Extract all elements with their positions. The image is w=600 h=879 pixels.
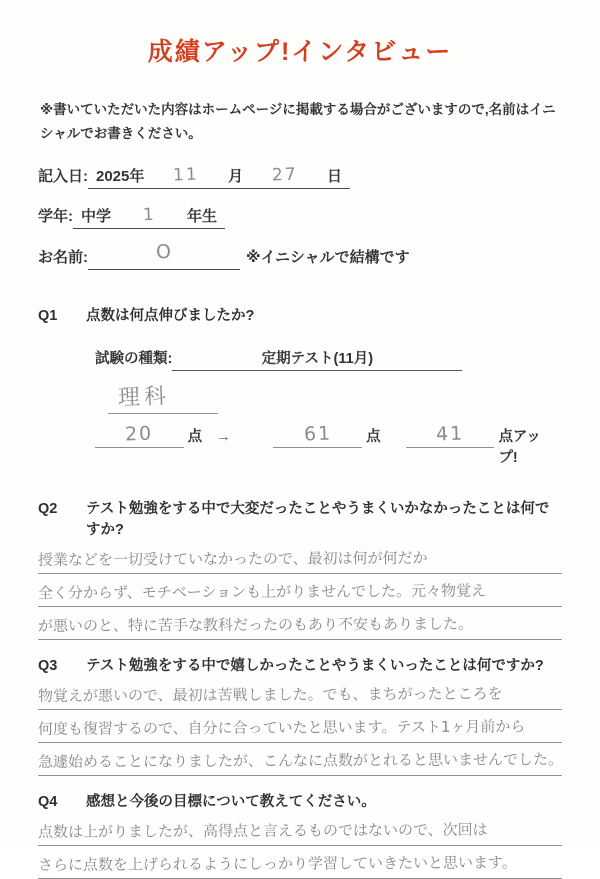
q2-answer-handwritten: が悪いのと、特に苦手な教科だったのもあり不安もありました。 <box>37 614 473 635</box>
grade-label: 学年: <box>38 207 73 225</box>
q4-question: 感想と今後の目標について教えてください。 <box>86 793 376 810</box>
q4-answer-handwritten: 点数は上がりましたが、高得点と言えるものではないので、次回は <box>37 820 488 841</box>
grade-suffix: 年生 <box>186 207 217 225</box>
date-row <box>38 165 562 189</box>
grade-field <box>73 205 225 229</box>
name-row <box>38 240 562 270</box>
answer-line <box>38 541 562 574</box>
grade-prefix: 中学 <box>81 207 112 225</box>
q3-answer-handwritten: 何度も復習するので、自分に合っていたと思います。テスト1ヶ月前から <box>37 717 526 738</box>
name-label: お名前: <box>38 248 88 266</box>
grade-handwritten: 1 <box>142 204 156 225</box>
score-diff-unit: 点アップ! <box>498 428 541 466</box>
q2-question: テスト勉強をする中で大変だったことやうまくいかなかったことは何ですか? <box>86 500 550 538</box>
test-type-value: 定期テスト(11月) <box>261 350 374 367</box>
subject-field <box>108 381 218 414</box>
q4-header <box>38 790 562 811</box>
q4-answer-handwritten: さらに点数を上げられるようにしっかり学習していきたいと思います。 <box>37 853 517 874</box>
date-month-handwritten: 11 <box>173 164 200 186</box>
q2-header <box>38 497 562 539</box>
name-handwritten: O <box>154 240 174 264</box>
answer-line <box>38 743 562 776</box>
grade-row <box>38 205 562 229</box>
answer-line <box>38 710 562 743</box>
score-after-handwritten: 61 <box>303 422 333 446</box>
answer-line <box>38 607 562 640</box>
score-before-field <box>95 424 184 448</box>
date-field <box>88 165 350 189</box>
score-row <box>95 424 562 467</box>
q3-answer-area <box>38 677 562 776</box>
q3-question: テスト勉強をする中で嬉しかったことやうまくいったことは何ですか? <box>86 657 544 674</box>
score-before-unit: 点 <box>187 428 203 445</box>
date-year: 2025年 <box>96 167 145 185</box>
name-field <box>88 240 240 270</box>
answer-line <box>38 846 562 879</box>
answer-line <box>38 574 562 607</box>
page-title: 成績アップ!インタビュー <box>147 38 453 66</box>
answer-line <box>38 813 562 846</box>
q1-question: 点数は何点伸びましたか? <box>86 307 255 324</box>
privacy-notice: ※書いていただいた内容はホームページに掲載する場合がございますので,名前はイニシャルでお書きください。 <box>40 102 556 142</box>
score-diff-handwritten: 41 <box>435 422 465 446</box>
q1-number: Q1 <box>38 307 58 324</box>
subject-handwritten: 理科 <box>117 383 171 411</box>
score-before-handwritten: 20 <box>124 422 154 446</box>
score-after-unit: 点 <box>366 428 381 445</box>
q4-number: Q4 <box>38 793 58 810</box>
name-initial-note: ※イニシャルで結構です <box>246 248 410 266</box>
score-diff-field <box>406 424 495 448</box>
score-after-field <box>273 424 362 448</box>
test-type-field <box>172 347 462 371</box>
q2-answer-handwritten: 授業などを一切受けていなかったので、最初は何が何だか <box>37 548 428 569</box>
test-type-label: 試験の種類: <box>95 350 173 367</box>
arrow-right-icon: → <box>216 428 231 445</box>
q4-answer-area <box>38 813 562 879</box>
q3-answer-handwritten: 急遽始めることになりましたが、こんなに点数がとれると思いませんでした。 <box>37 749 563 771</box>
date-label: 記入日: <box>38 167 88 185</box>
q1-header <box>38 304 562 325</box>
q3-answer-handwritten: 物覚えが悪いので、最初は苦戦しました。でも、まちがったところを <box>37 684 503 705</box>
subject-row <box>108 381 562 414</box>
test-type-row <box>95 347 562 371</box>
q3-header <box>38 654 562 675</box>
date-day-unit: 日 <box>326 167 342 185</box>
q3-number: Q3 <box>38 657 58 674</box>
q2-number: Q2 <box>38 500 58 517</box>
answer-line <box>38 677 562 710</box>
date-month-unit: 月 <box>228 167 244 185</box>
date-day-handwritten: 27 <box>271 164 299 186</box>
q2-answer-area <box>38 541 562 640</box>
q2-answer-handwritten: 全く分からず、モチベーションも上がりませんでした。元々物覚え <box>37 581 487 602</box>
